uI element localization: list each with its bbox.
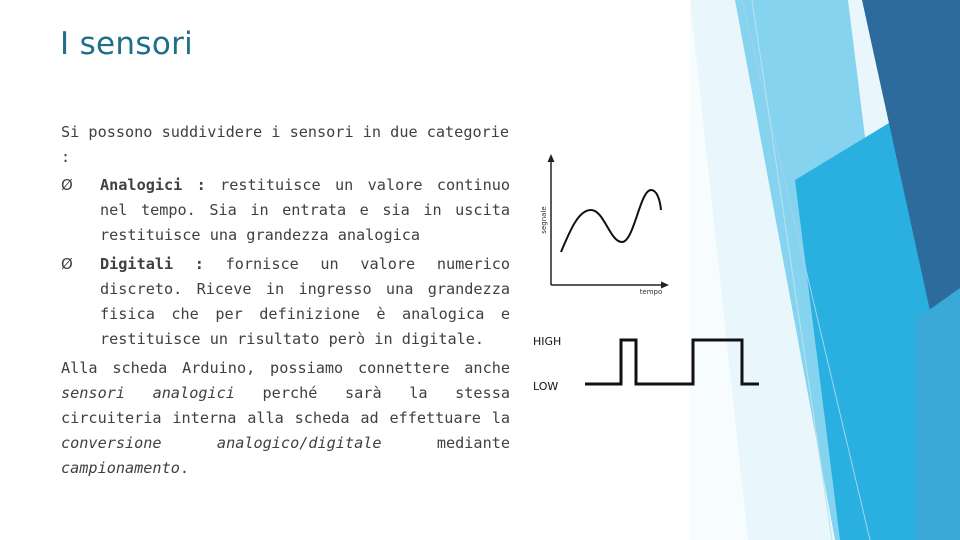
slide-body <box>61 120 510 481</box>
bullet-analogici <box>61 173 510 248</box>
arrow-bullet-icon: Ø <box>61 176 73 194</box>
closing-text: perché sarà la stessa circuiteria interna alla scheda ad effettuare la <box>61 384 510 427</box>
bullet-term: Digitali : <box>100 255 204 273</box>
digital-signal-waveform <box>585 340 759 384</box>
high-level-label: HIGH <box>533 335 562 348</box>
arrow-bullet-icon: Ø <box>61 255 73 273</box>
slide-title: I sensori <box>60 26 194 62</box>
bullet-digitali <box>61 252 510 352</box>
closing-text: . <box>179 459 190 477</box>
intro-text: Si possono suddividere i sensori in due categorie : <box>61 123 510 166</box>
analog-signal-curve <box>561 190 661 252</box>
y-axis-arrowhead <box>548 154 555 162</box>
closing-emphasis: campionamento <box>61 459 180 477</box>
closing-text: mediante <box>381 434 511 452</box>
bullet-term: Analogici : <box>100 176 206 194</box>
bullet-text: restituisce un valore continuo nel tempo. Sia in entrata e sia in uscita restituisce una grandezza analogica <box>100 176 510 244</box>
deco-sky-wedge <box>915 288 960 540</box>
closing-text: Alla scheda Arduino, possiamo connettere anche <box>61 359 510 377</box>
closing-emphasis: sensori analogici <box>61 384 235 402</box>
closing-emphasis: conversione analogico/digitale <box>61 434 382 452</box>
y-axis-label: segnale <box>540 206 548 234</box>
digital-signal-graph <box>530 334 762 394</box>
analog-signal-graph <box>536 152 670 300</box>
x-axis-label: tempo <box>639 288 663 296</box>
bullet-text: fornisce un valore numerico discreto. Riceve in ingresso una grandezza fisica che per definizione è analogica e restituisce un risultato però in digitale. <box>100 255 511 348</box>
low-level-label: LOW <box>533 380 559 393</box>
closing-paragraph <box>61 356 510 481</box>
